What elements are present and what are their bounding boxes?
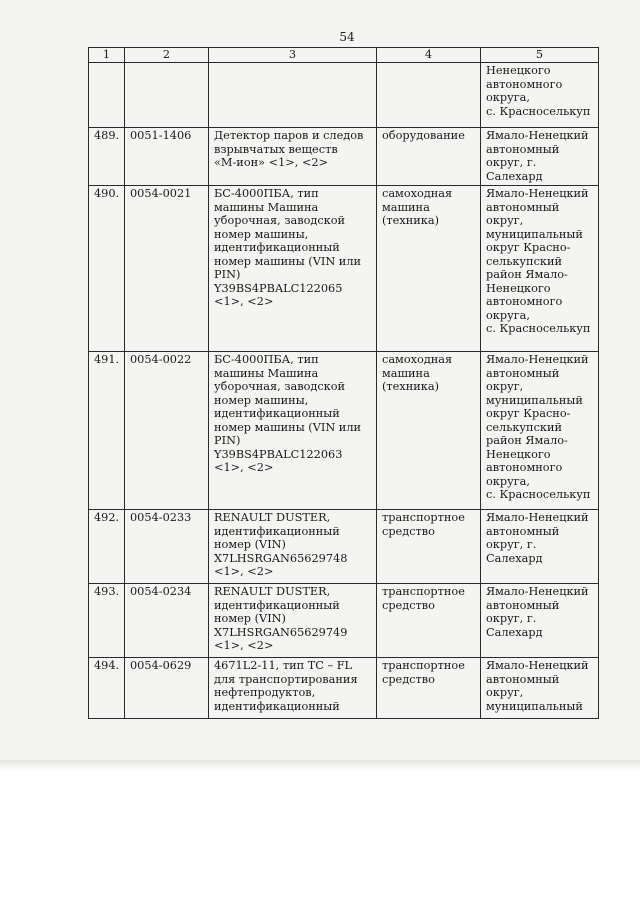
column-header: 1: [89, 48, 125, 63]
table-row: [89, 510, 599, 584]
column-header: 3: [209, 48, 377, 63]
item-type: самоходная машина (техника): [377, 352, 481, 510]
inventory-code: 0051-1406: [125, 128, 209, 186]
inventory-code: 0054-0233: [125, 510, 209, 584]
item-location: Ямало-Ненецкий автономный округ, г. Салехард: [481, 510, 599, 584]
inventory-code: 0054-0022: [125, 352, 209, 510]
row-number: 493.: [89, 584, 125, 658]
column-header: 2: [125, 48, 209, 63]
table-row: [89, 63, 599, 128]
item-description: [209, 63, 377, 128]
item-type: оборудование: [377, 128, 481, 186]
row-number: 489.: [89, 128, 125, 186]
item-description: RENAULT DUSTER, идентификационный номер (VIN) X7LHSRGAN65629749 <1>, <2>: [209, 584, 377, 658]
item-location: Ямало-Ненецкий автономный округ, муниципальный: [481, 658, 599, 719]
table-row: [89, 658, 599, 719]
item-type: [377, 63, 481, 128]
item-location: Ненецкого автономного округа, с. Красноселькуп: [481, 63, 599, 128]
row-number: 490.: [89, 186, 125, 352]
page-number: 54: [339, 30, 355, 44]
inventory-code: 0054-0234: [125, 584, 209, 658]
row-number: [89, 63, 125, 128]
column-header: 4: [377, 48, 481, 63]
table-row: [89, 584, 599, 658]
item-location: Ямало-Ненецкий автономный округ, г. Салехард: [481, 128, 599, 186]
scan-edge: [0, 760, 640, 770]
item-description: БС-4000ПБА, тип машины Машина уборочная, заводской номер машины, идентификационный номер машины (VIN или PIN) Y39BS4PBALC122065 <1>, <2>: [209, 186, 377, 352]
item-location: Ямало-Ненецкий автономный округ, г. Салехард: [481, 584, 599, 658]
item-type: транспортное средство: [377, 658, 481, 719]
inventory-code: [125, 63, 209, 128]
item-description: 4671L2-11, тип ТС – FL для транспортирования нефтепродуктов, идентификационный: [209, 658, 377, 719]
inventory-code: 0054-0021: [125, 186, 209, 352]
item-location: Ямало-Ненецкий автономный округ, муниципальный округ Красно- селькупский район Ямало- Ненецкого автономного округа, с. Красноселькуп: [481, 186, 599, 352]
item-type: транспортное средство: [377, 584, 481, 658]
inventory-code: 0054-0629: [125, 658, 209, 719]
column-header: 5: [481, 48, 599, 63]
table-row: [89, 128, 599, 186]
row-number: 492.: [89, 510, 125, 584]
item-type: транспортное средство: [377, 510, 481, 584]
item-location: Ямало-Ненецкий автономный округ, муниципальный округ Красно- селькупский район Ямало- Ненецкого автономного округа, с. Красноселькуп: [481, 352, 599, 510]
table-header-row: [89, 48, 599, 63]
item-description: RENAULT DUSTER, идентификационный номер (VIN) X7LHSRGAN65629748 <1>, <2>: [209, 510, 377, 584]
table-row: [89, 186, 599, 352]
table-row: [89, 352, 599, 510]
item-description: БС-4000ПБА, тип машины Машина уборочная, заводской номер машины, идентификационный номер машины (VIN или PIN) Y39BS4PBALC122063 <1>, <2>: [209, 352, 377, 510]
row-number: 494.: [89, 658, 125, 719]
registry-table: [88, 47, 599, 719]
item-description: Детектор паров и следов взрывчатых веществ «М-ион» <1>, <2>: [209, 128, 377, 186]
item-type: самоходная машина (техника): [377, 186, 481, 352]
row-number: 491.: [89, 352, 125, 510]
